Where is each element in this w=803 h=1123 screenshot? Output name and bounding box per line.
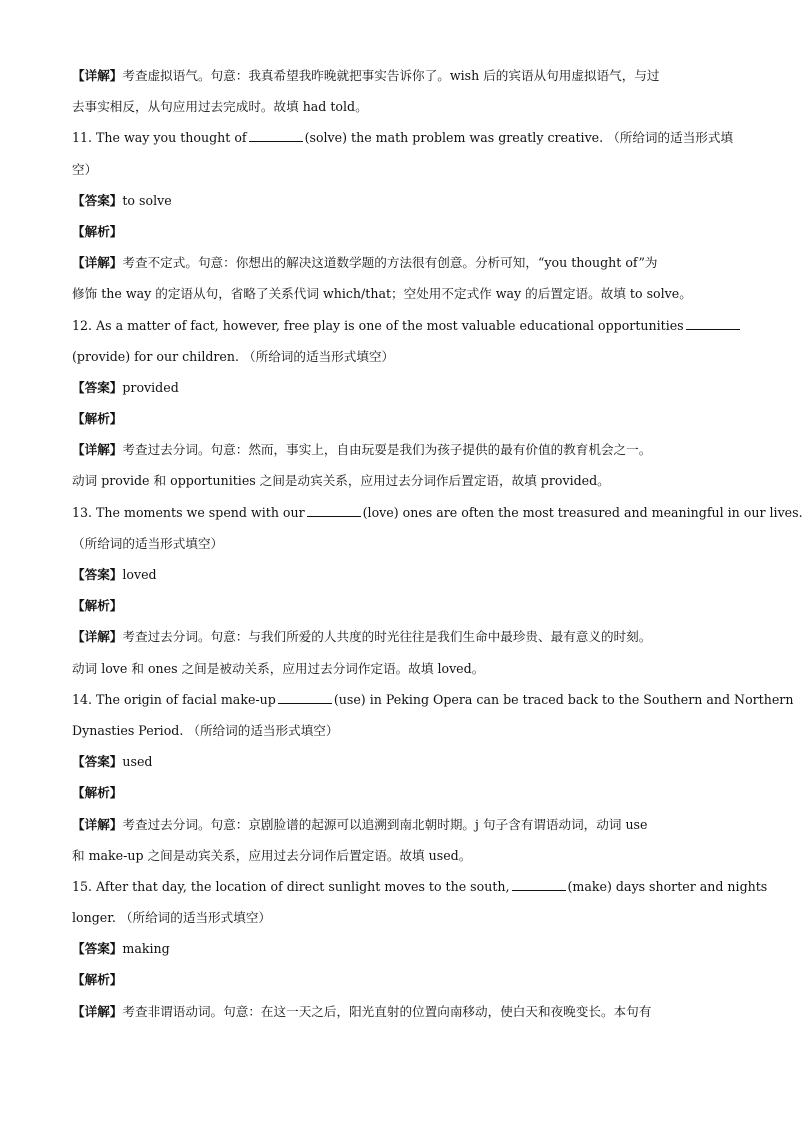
answer-label: 【答案】 — [72, 192, 123, 208]
detail-label: 【详解】 — [72, 68, 123, 83]
analysis-line — [72, 216, 722, 247]
answer-line — [72, 185, 722, 216]
answer-line — [72, 559, 722, 590]
detail-line: 去事实相反，从句应用过去完成时。故填 had told。 — [72, 99, 368, 115]
answer-value: used — [122, 754, 153, 770]
detail-line: 【详解】考查过去分词。句意：京剧脸谱的起源可以追溯到南北朝时期。j 句子含有谓语动词，动词 use — [72, 816, 648, 832]
answer-line — [72, 746, 722, 777]
question-15-line: 15. After that day, the location of direct sunlight moves to the south, (make) days shorter and nights — [72, 878, 768, 894]
document-page — [72, 60, 803, 1027]
question-15-line-2: longer. （所给词的适当形式填空） — [72, 910, 272, 926]
detail-label: 【详解】 — [72, 816, 123, 832]
detail-line: 动词 love 和 ones 之间是被动关系，应用过去分词作定语。故填 loved。 — [72, 660, 485, 676]
question-11-line: 11. The way you thought of (solve) the math problem was greatly creative. （所给词的适当形式填 — [72, 130, 734, 146]
detail-line: 【详解】考查非谓语动词。句意：在这一天之后，阳光直射的位置向南移动，使白天和夜晚变长。本句有 — [72, 1003, 652, 1019]
detail-line: 【详解】考查过去分词。句意：与我们所爱的人共度的时光往往是我们生命中最珍贵、最有意义的时刻。 — [72, 629, 652, 645]
detail-line: 动词 provide 和 opportunities 之间是动宾关系，应用过去分词作后置定语，故填 provided。 — [72, 473, 610, 489]
answer-label: 【答案】 — [72, 941, 123, 957]
answer-label: 【答案】 — [72, 754, 123, 770]
answer-line — [72, 372, 722, 403]
answer-line — [72, 933, 722, 964]
detail-label: 【详解】 — [72, 1003, 123, 1019]
detail-label: 【详解】 — [72, 442, 123, 458]
answer-blank — [278, 691, 332, 704]
question-13-line: 13. The moments we spend with our (love) ones are often the most treasured and meaningful in our lives. — [72, 504, 803, 520]
answer-value: to solve — [122, 192, 172, 208]
analysis-line — [72, 777, 722, 808]
analysis-label: 【解析】 — [72, 598, 123, 614]
answer-value: making — [122, 941, 170, 957]
question-14-line: 14. The origin of facial make-up (use) in Peking Opera can be traced back to the Southern and Northern — [72, 691, 794, 707]
answer-value: loved — [122, 567, 157, 582]
question-12-line: 12. As a matter of fact, however, free play is one of the most valuable educational opportunities — [72, 310, 722, 341]
answer-label: 【答案】 — [72, 379, 123, 395]
answer-blank — [307, 504, 361, 517]
question-11-line-2: 空） — [72, 161, 98, 177]
answer-blank — [512, 878, 566, 891]
answer-label: 【答案】 — [72, 567, 123, 582]
answer-value: provided — [122, 379, 179, 395]
analysis-label: 【解析】 — [72, 411, 123, 427]
answer-blank — [686, 317, 740, 330]
detail-label: 【详解】 — [72, 255, 123, 271]
detail-line: 和 make-up 之间是动宾关系，应用过去分词作后置定语。故填 used。 — [72, 847, 472, 863]
detail-label: 【详解】 — [72, 629, 123, 645]
detail-line: 【详解】考查不定式。句意：你想出的解决这道数学题的方法很有创意。分析可知，“you thought of”为 — [72, 255, 658, 271]
analysis-label: 【解析】 — [72, 785, 123, 801]
analysis-line — [72, 590, 722, 621]
detail-line: 【详解】考查虚拟语气。句意：我真希望我昨晚就把事实告诉你了。wish 后的宾语从句用虚拟语气，与过 — [72, 68, 660, 83]
analysis-line — [72, 964, 722, 995]
answer-blank — [249, 129, 303, 142]
question-14-line-2: Dynasties Period. （所给词的适当形式填空） — [72, 722, 339, 738]
analysis-label: 【解析】 — [72, 972, 123, 988]
analysis-line — [72, 403, 722, 434]
question-12-line-2: (provide) for our children. （所给词的适当形式填空） — [72, 348, 395, 364]
question-13-line-2: （所给词的适当形式填空） — [72, 535, 224, 551]
detail-line: 【详解】考查过去分词。句意：然而，事实上，自由玩耍是我们为孩子提供的最有价值的教育机会之一。 — [72, 442, 652, 458]
detail-line: 修饰 the way 的定语从句，省略了关系代词 which/that；空处用不定式作 way 的后置定语。故填 to solve。 — [72, 286, 692, 302]
analysis-label: 【解析】 — [72, 223, 123, 239]
